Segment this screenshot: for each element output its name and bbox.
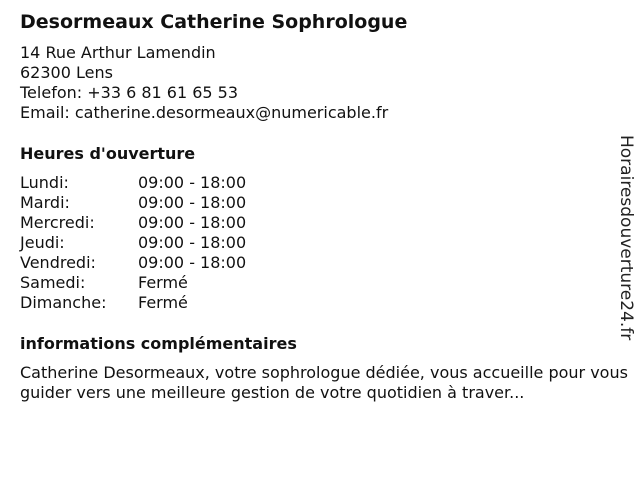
- info-heading: informations complémentaires: [20, 334, 297, 353]
- hours-row-friday: [20, 253, 632, 273]
- day-label: Jeudi:: [20, 233, 65, 252]
- phone-line: Telefon: +33 6 81 61 65 53: [20, 83, 239, 102]
- business-name: Desormeaux Catherine Sophrologue: [20, 11, 408, 33]
- hours-heading: Heures d'ouverture: [20, 144, 196, 163]
- day-label: Mercredi:: [20, 213, 95, 232]
- email-line: Email: catherine.desormeaux@numericable.fr: [20, 103, 389, 122]
- street-address: 14 Rue Arthur Lamendin: [20, 43, 216, 62]
- day-label: Vendredi:: [20, 253, 96, 272]
- day-label: Dimanche:: [20, 293, 107, 312]
- time-value: 09:00 - 18:00: [138, 193, 247, 212]
- time-value: Fermé: [138, 293, 188, 312]
- time-value: 09:00 - 18:00: [138, 173, 247, 192]
- time-value: 09:00 - 18:00: [138, 233, 247, 252]
- hours-row-tuesday: [20, 193, 632, 213]
- time-value: 09:00 - 18:00: [138, 253, 247, 272]
- business-card: [20, 10, 632, 403]
- hours-row-monday: [20, 173, 632, 193]
- postal-city: 62300 Lens: [20, 63, 113, 82]
- time-value: 09:00 - 18:00: [138, 213, 247, 232]
- day-label: Lundi:: [20, 173, 69, 192]
- address-block: [20, 43, 632, 123]
- hours-row-sunday: [20, 293, 632, 313]
- hours-row-wednesday: [20, 213, 632, 233]
- hours-row-saturday: [20, 273, 632, 293]
- site-watermark: Horairesdouverture24.fr: [616, 135, 636, 341]
- time-value: Fermé: [138, 273, 188, 292]
- info-description: Catherine Desormeaux, votre sophrologue dédiée, vous accueille pour vous guider vers une meilleure gestion de votre quotidien à traver...: [20, 363, 628, 402]
- day-label: Mardi:: [20, 193, 70, 212]
- hours-list: [20, 173, 632, 313]
- day-label: Samedi:: [20, 273, 86, 292]
- hours-row-thursday: [20, 233, 632, 253]
